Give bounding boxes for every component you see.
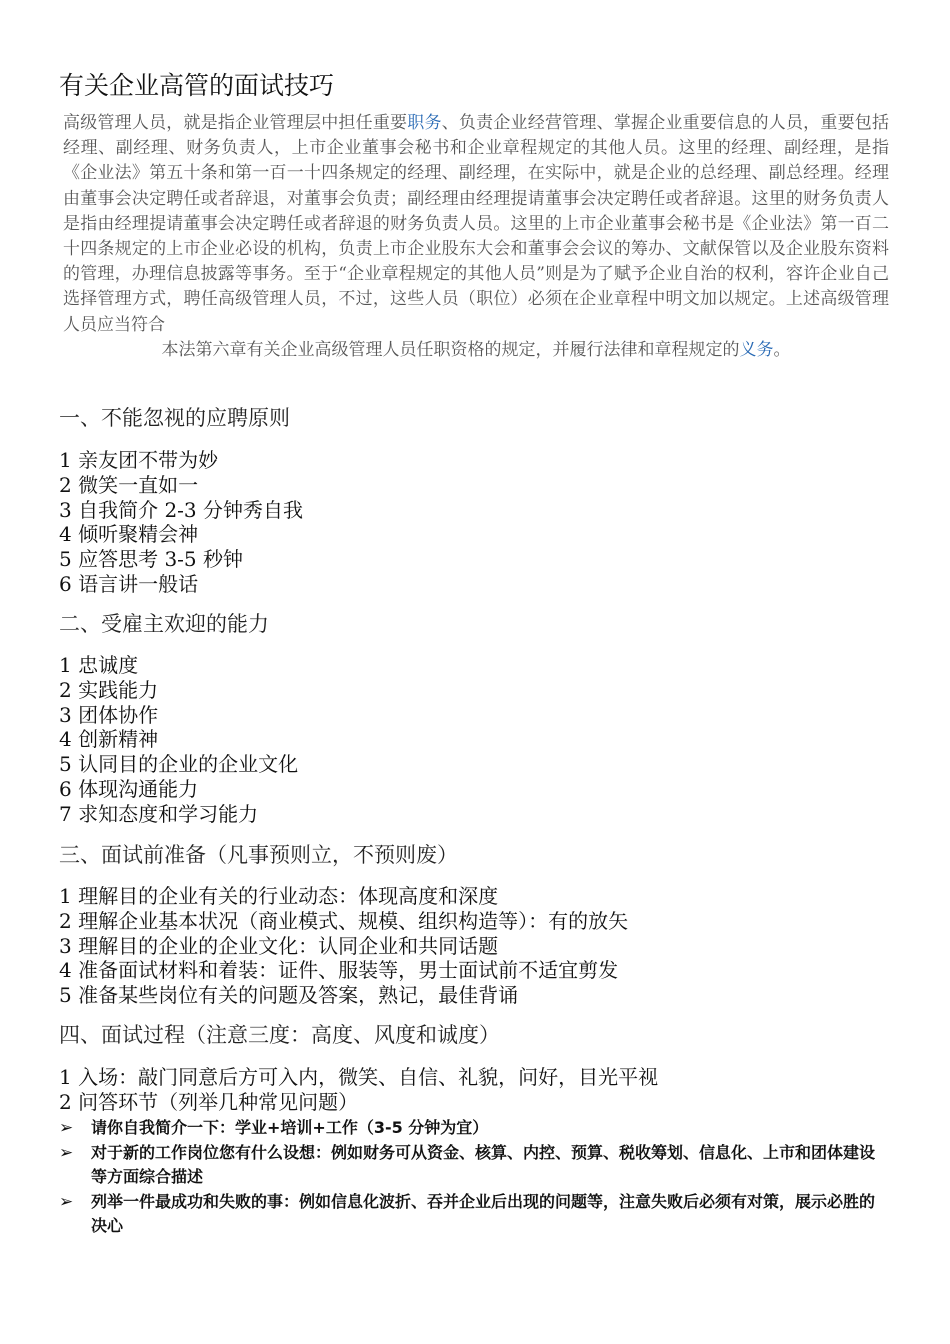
page-title: 有关企业高管的面试技巧 <box>59 71 335 100</box>
intro-paragraph <box>63 111 889 363</box>
list-item: 7 求知态度和学习能力 <box>59 801 259 826</box>
bullet-text: 列举一件最成功和失败的事：例如信息化波折、吞并企业后出现的问题等，注意失败后必须有对策，展示必胜的决心 <box>91 1191 876 1235</box>
arrowhead-bullet-icon: ➢ <box>59 1191 74 1212</box>
list-item: 2 理解企业基本状况（商业模式、规模、组织构造等）：有的放矢 <box>59 908 629 933</box>
bullet-text: 请你自我简介一下：学业+培训+工作（3-5 分钟为宜） <box>91 1118 489 1137</box>
list-item: 4 准备面试材料和着装：证件、服装等，男士面试前不适宜剪发 <box>59 958 619 983</box>
bullet-item <box>59 1141 879 1190</box>
section-heading-2: 二、受雇主欢迎的能力 <box>59 612 269 636</box>
obligation-link[interactable]: 义务 <box>739 339 774 360</box>
section-list-1 <box>59 448 303 597</box>
bullet-item <box>59 1116 879 1141</box>
intro-text-1: 高级管理人员，就是指企业管理层中担任重要 <box>63 113 408 133</box>
list-item: 5 应答思考 3-5 秒钟 <box>59 547 244 572</box>
list-item: 1 亲友团不带为妙 <box>59 448 219 472</box>
list-item: 2 问答环节（列举几种常见问题） <box>59 1089 359 1114</box>
intro-text-3: 本法第六章有关企业高级管理人员任职资格的规定，并履行法律和章程规定的 <box>161 339 740 360</box>
intro-last-line <box>63 338 889 363</box>
list-item: 1 理解目的企业有关的行业动态：体现高度和深度 <box>59 884 499 908</box>
list-item: 6 体现沟通能力 <box>59 776 199 801</box>
section-list-3 <box>59 884 628 1008</box>
list-item: 4 倾听聚精会神 <box>59 522 199 547</box>
list-item: 4 创新精神 <box>59 727 159 752</box>
list-item: 1 入场：敲门同意后方可入内，微笑、自信、礼貌，问好，目光平视 <box>59 1065 659 1089</box>
list-item: 3 自我简介 2-3 分钟秀自我 <box>59 497 304 522</box>
arrowhead-bullet-icon: ➢ <box>59 1142 74 1163</box>
list-item: 1 忠诚度 <box>59 653 139 677</box>
section-list-4 <box>59 1065 658 1115</box>
question-bullet-list <box>59 1116 879 1239</box>
bullet-text: 对于新的工作岗位您有什么设想：例如财务可从资金、核算、内控、预算、税收筹划、信息化、上市和团体建设等方面综合描述 <box>91 1142 876 1186</box>
list-item: 6 语言讲一般话 <box>59 571 199 596</box>
duty-link[interactable]: 职务 <box>407 113 442 133</box>
section-heading-4: 四、面试过程（注意三度：高度、风度和诚度） <box>59 1023 500 1047</box>
list-item: 3 团体协作 <box>59 702 159 727</box>
list-item: 2 实践能力 <box>59 677 159 702</box>
intro-text-2: 、负责企业经营管理、掌握企业重要信息的人员，重要包括经理、副经理、财务负责人，上市企业董事会秘书和企业章程规定的其他人员。这里的经理、副经理，是指《企业法》第五十条和第一百一十四条规定的经理、副经理，在实际中，就是企业的总经理、副总经理。经理由董事会决定聘任或者辞退，对董事会负责；副经理由经理提请董事会决定聘任或者辞退。这里的财务负责人是指由经理提请董事会决定聘任或者辞退的财务负责人员。这里的上市企业董事会秘书是《企业法》第一百二十四条规定的上市企业必设的机构，负责上市企业股东大会和董事会会议的筹办、文献保管以及企业股东资料的管理，办理信息披露等事务。至于“企业章程规定的其他人员”则是为了赋予企业自治的权利，容许企业自己选择管理方式，聘任高级管理人员，不过，这些人员（职位）必须在企业章程中明文加以规定。上述高级管理人员应当符合 <box>63 113 890 335</box>
list-item: 2 微笑一直如一 <box>59 472 199 497</box>
list-item: 5 认同目的企业的企业文化 <box>59 752 299 777</box>
list-item: 3 理解目的企业的企业文化：认同企业和共同话题 <box>59 933 499 958</box>
bullet-item <box>59 1190 879 1239</box>
section-heading-3: 三、面试前准备（凡事预则立，不预则废） <box>59 843 458 867</box>
section-heading-1: 一、不能忽视的应聘原则 <box>59 406 290 430</box>
arrowhead-bullet-icon: ➢ <box>59 1118 74 1138</box>
section-list-2 <box>59 653 298 827</box>
intro-text-end: 。 <box>773 339 791 360</box>
list-item: 5 准备某些岗位有关的问题及答案，熟记，最佳背诵 <box>59 983 519 1008</box>
